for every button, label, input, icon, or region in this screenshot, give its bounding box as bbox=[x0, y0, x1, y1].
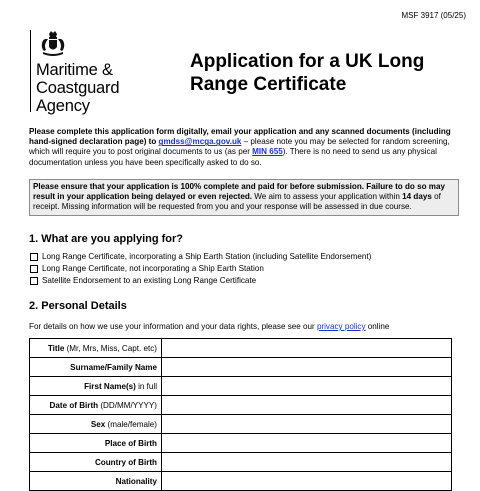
field-label-bold: First Name(s) bbox=[84, 381, 136, 391]
field-label bbox=[30, 415, 162, 434]
field-label-bold: Country of Birth bbox=[94, 457, 157, 467]
intro-paragraph bbox=[29, 127, 461, 168]
privacy-policy-link[interactable]: privacy policy bbox=[316, 322, 366, 331]
field-label-hint: in full bbox=[135, 381, 157, 391]
email-link[interactable]: gmdss@mcga.gov.uk bbox=[158, 137, 242, 147]
option-label: Long Range Certificate, incorporating a Ship Earth Station (including Satellite Endorsement) bbox=[42, 252, 372, 261]
sex-input[interactable] bbox=[162, 415, 452, 434]
field-label bbox=[30, 339, 162, 358]
privacy-text: For details on how we use your information and your data rights, please see our bbox=[29, 322, 317, 331]
table-row bbox=[30, 339, 452, 358]
intro-bold-2: declaration page) to bbox=[77, 137, 159, 147]
intro-hand-signed: hand-signed bbox=[29, 137, 78, 147]
section-1-heading: 1. What are you applying for? bbox=[29, 233, 184, 245]
logo-divider bbox=[30, 30, 31, 112]
agency-name bbox=[36, 61, 146, 115]
first-names-input[interactable] bbox=[162, 377, 452, 396]
section-2-heading: 2. Personal Details bbox=[29, 300, 127, 312]
option-lrc-with-ses[interactable] bbox=[29, 251, 459, 263]
checkbox[interactable] bbox=[30, 253, 38, 261]
personal-details-table bbox=[29, 338, 452, 491]
country-of-birth-input[interactable] bbox=[162, 453, 452, 472]
field-label-bold: Surname/Family Name bbox=[70, 362, 157, 372]
min-655-link[interactable]: MIN 655 bbox=[252, 147, 283, 157]
field-label-bold: Date of Birth bbox=[49, 400, 99, 410]
field-label bbox=[30, 453, 162, 472]
title-line-2: Range Certificate bbox=[190, 74, 347, 95]
field-label-bold: Nationality bbox=[115, 476, 157, 486]
checkbox[interactable] bbox=[30, 277, 38, 285]
field-label-bold: Sex bbox=[90, 419, 106, 429]
agency-line-3: Agency bbox=[36, 97, 90, 115]
field-label bbox=[30, 434, 162, 453]
field-label bbox=[30, 358, 162, 377]
intro-text-end: ). There is no need to send us any physical documentation unless you have been specifically asked to do so. bbox=[29, 147, 437, 167]
field-label-bold: Title bbox=[47, 343, 65, 353]
field-label-hint: (DD/MM/YYYY) bbox=[98, 400, 157, 410]
notice-text-1: We aim to assess your application within bbox=[252, 192, 403, 202]
table-row bbox=[30, 358, 452, 377]
document-title bbox=[190, 50, 470, 96]
field-label-hint: (Mr, Mrs, Miss, Capt. etc) bbox=[64, 343, 157, 353]
table-row bbox=[30, 472, 452, 491]
table-row bbox=[30, 453, 452, 472]
notice-days: 14 days bbox=[402, 192, 432, 202]
field-label bbox=[30, 472, 162, 491]
table-row bbox=[30, 415, 452, 434]
privacy-note bbox=[29, 322, 459, 331]
place-of-birth-input[interactable] bbox=[162, 434, 452, 453]
option-label: Long Range Certificate, not incorporating a Ship Earth Station bbox=[42, 264, 264, 273]
table-row bbox=[30, 396, 452, 415]
date-of-birth-input[interactable] bbox=[162, 396, 452, 415]
field-label-bold: Place of Birth bbox=[104, 438, 157, 448]
checkbox[interactable] bbox=[30, 265, 38, 273]
option-satellite-endorsement[interactable] bbox=[29, 275, 459, 287]
option-lrc-without-ses[interactable] bbox=[29, 263, 459, 275]
table-row bbox=[30, 434, 452, 453]
agency-line-2: Coastguard bbox=[36, 79, 120, 97]
form-reference: MSF 3917 (05/25) bbox=[401, 11, 466, 20]
table-row bbox=[30, 377, 452, 396]
option-label: Satellite Endorsement to an existing Long Range Certificate bbox=[42, 276, 257, 285]
notice-text-2: of receipt. Missing information will be requested from you and your response will be assessed in due course. bbox=[33, 192, 441, 212]
title-line-1: Application for a UK Long bbox=[190, 51, 425, 72]
title-input[interactable] bbox=[162, 339, 452, 358]
royal-crest-icon bbox=[38, 30, 68, 60]
field-label bbox=[30, 396, 162, 415]
intro-bold-1: Please complete this application form digitally, email your application and any scanned documents (including bbox=[29, 127, 451, 136]
surname-input[interactable] bbox=[162, 358, 452, 377]
notice-bold: Please ensure that your application is 100% complete and paid for before submission. Failure to do so may result in your application being delayed or even rejected. bbox=[33, 182, 445, 202]
notice-box bbox=[29, 179, 459, 216]
intro-text: – please note you may be selected for random screening, which will require you to post original documents to us (as per bbox=[29, 137, 450, 157]
agency-line-1: Maritime & bbox=[36, 61, 113, 79]
field-label bbox=[30, 377, 162, 396]
nationality-input[interactable] bbox=[162, 472, 452, 491]
privacy-text-end: online bbox=[365, 322, 390, 331]
application-type-options bbox=[29, 251, 459, 287]
field-label-hint: (male/female) bbox=[105, 419, 157, 429]
